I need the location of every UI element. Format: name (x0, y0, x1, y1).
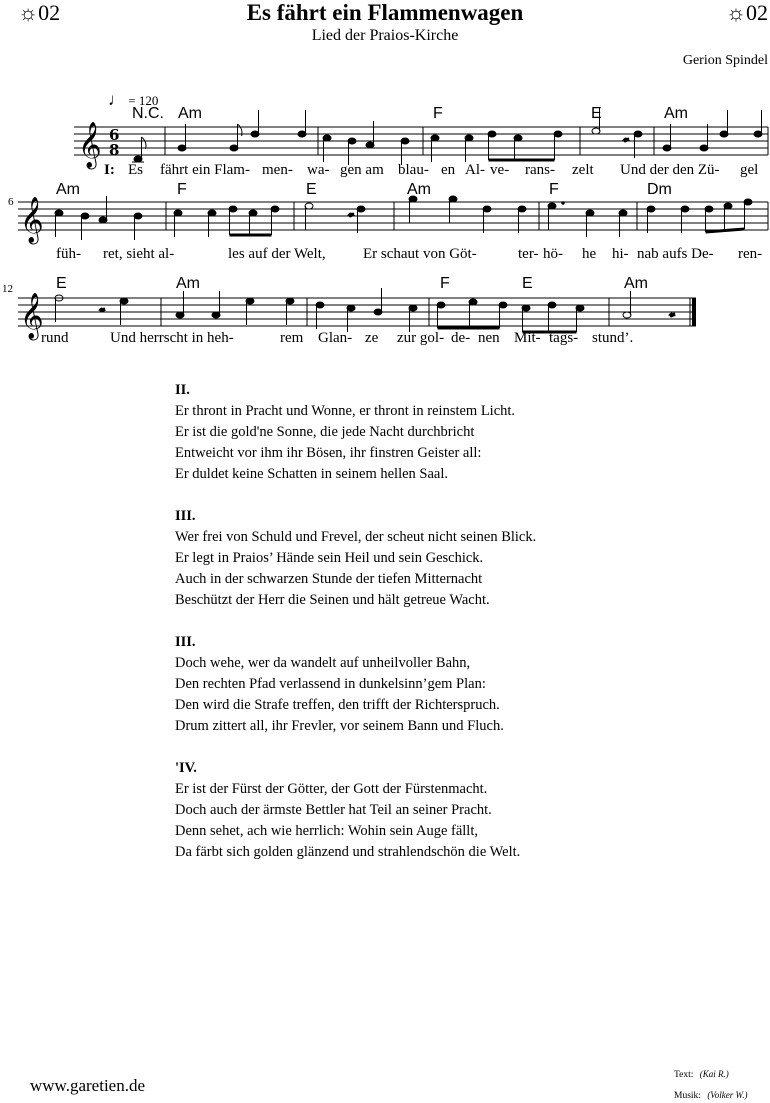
lyric-syllable: zur gol- (397, 330, 445, 346)
svg-text:𝓿: 𝓿 (669, 306, 676, 320)
song-subtitle: Lied der Praios-Kirche (311, 27, 459, 44)
chord-symbol: Dm (647, 181, 672, 198)
chord-symbol: Am (178, 105, 202, 122)
lyric-syllable: en (441, 162, 456, 178)
verse-4 (175, 758, 536, 863)
lyric-syllable: Glan- (318, 330, 353, 346)
verse-line: Er legt in Praios’ Hände sein Heil und sein Geschick. (175, 550, 484, 566)
chord-symbol: E (306, 181, 317, 198)
lyric-syllable: gel (740, 162, 759, 178)
sun-icon: ☼ (725, 0, 746, 25)
chord-symbol: Am (56, 181, 80, 198)
lyric-syllable: Es (128, 162, 143, 178)
sun-icon: ☼ (18, 0, 39, 25)
lyric-syllable: Und herrscht in heh- (110, 330, 234, 346)
music-credit (674, 1090, 747, 1101)
lyric-syllable: les auf der Welt, (228, 246, 326, 262)
lyric-syllable: rund (41, 330, 69, 346)
chord-symbol: E (591, 105, 602, 122)
lyric-syllable: blau- (398, 162, 429, 178)
quarter-note-icon: ♩ (108, 90, 125, 109)
lyric-syllable: hi- (612, 246, 629, 262)
verse-3 (175, 506, 536, 611)
chord-symbol: N.C. (132, 105, 164, 122)
measure-number: 12 (2, 283, 13, 295)
chord-symbol: E (56, 275, 67, 292)
verse-line: Er duldet keine Schatten in seinem hellen Saal. (175, 466, 449, 482)
verse-line: Doch auch der ärmste Bettler hat Teil an seiner Pracht. (175, 802, 492, 818)
chord-symbol: F (177, 181, 187, 198)
verses-block (175, 380, 536, 884)
verse-label: I: (104, 162, 115, 178)
verse-line: Da färbt sich golden glänzend und strahlendschön die Welt. (175, 844, 521, 860)
chord-symbol: E (522, 275, 533, 292)
svg-text:𝄞: 𝄞 (20, 293, 44, 339)
verse-line: Den wird die Strafe treffen, den trifft der Richterspruch. (175, 697, 500, 713)
verse-label: II. (175, 382, 190, 398)
chord-symbol: Am (664, 105, 688, 122)
chord-symbol: F (433, 105, 443, 122)
lyric-syllable: ve- (490, 162, 510, 178)
chord-symbol: F (440, 275, 450, 292)
verse-label: III. (175, 634, 196, 650)
tempo-value: = 120 (128, 93, 159, 108)
lyric-syllable: rans- (525, 162, 555, 178)
svg-text:𝓿: 𝓿 (99, 301, 106, 315)
verse-3b (175, 632, 536, 737)
svg-text:𝓿: 𝓿 (623, 131, 630, 145)
text-credit-author: (Kai R.) (699, 1069, 729, 1079)
chord-symbol: Am (176, 275, 200, 292)
svg-text:𝄞: 𝄞 (20, 197, 44, 243)
lyric-syllable: wa- (307, 162, 330, 178)
lyric-syllable: ren- (738, 246, 763, 262)
lyric-syllable: hö- (543, 246, 563, 262)
text-credit-label: Text: (674, 1070, 694, 1080)
music-credit-author: (Volker W.) (707, 1090, 748, 1100)
lyric-syllable: Mit- (514, 330, 541, 346)
page-number-right (726, 0, 768, 26)
lyric-syllable: nen (478, 330, 500, 346)
measure-number: 6 (8, 196, 14, 208)
svg-text:𝓿: 𝓿 (348, 206, 355, 220)
lyric-syllable: stund’. (592, 330, 634, 346)
verse-line: Denn sehet, ach wie herrlich: Wohin sein Auge fällt, (175, 823, 478, 839)
lyric-syllable: nab aufs De- (637, 246, 714, 262)
lyric-syllable: zelt (572, 162, 594, 178)
lyric-syllable: gen am (340, 162, 384, 178)
footer-url[interactable]: www.garetien.de (30, 1076, 146, 1095)
lyric-syllable: Er schaut von Göt- (363, 246, 477, 262)
verse-line: Entweicht vor ihm ihr Bösen, ihr finstren Geister all: (175, 445, 482, 461)
page-number-text: 02 (746, 0, 768, 25)
lyric-syllable: ret, sieht al- (103, 246, 175, 262)
lyric-syllable: fährt ein Flam- (160, 162, 250, 178)
lyric-syllable: rem (280, 330, 304, 346)
verse-line: Den rechten Pfad verlassend in dunkelsinn’gem Plan: (175, 676, 486, 692)
verse-line: Wer frei von Schuld und Frevel, der scheut nicht seinen Blick. (175, 529, 537, 545)
verse-line: Er ist der Fürst der Götter, der Gott der Fürstenmacht. (175, 781, 488, 797)
text-credit (674, 1069, 729, 1080)
verse-line: Beschützt der Herr die Seinen und hält getreue Wacht. (175, 592, 490, 608)
lyric-syllable: de- (451, 330, 471, 346)
song-title: Es fährt ein Flammenwagen (246, 0, 524, 25)
verse-line: Er ist die gold'ne Sonne, die jede Nacht durchbricht (175, 424, 475, 440)
lyric-syllable: men- (262, 162, 293, 178)
music-credit-label: Musik: (674, 1091, 701, 1101)
lyric-syllable: ter- (518, 246, 539, 262)
chord-symbol: F (549, 181, 559, 198)
verse-line: Drum zittert all, ihr Frevler, vor seinem Bann und Fluch. (175, 718, 504, 734)
lyric-syllable: he (582, 246, 597, 262)
lyric-syllable: füh- (56, 246, 81, 262)
chord-symbol: Am (407, 181, 431, 198)
verse-label: 'IV. (175, 760, 197, 776)
verse-line: Er thront in Pracht und Wonne, er thront in reinstem Licht. (175, 403, 516, 419)
page-number-text: 02 (38, 0, 61, 25)
verse-label: III. (175, 508, 196, 524)
svg-text:6: 6 (109, 126, 120, 144)
svg-text:8: 8 (109, 141, 120, 159)
verse-line: Doch wehe, wer da wandelt auf unheilvoller Bahn, (175, 655, 471, 671)
composer: Gerion Spindel (682, 53, 768, 68)
lyric-syllable: ze (365, 330, 379, 346)
chord-symbol: Am (624, 275, 648, 292)
treble-clef-icon: 𝄞 (78, 122, 102, 168)
verse-line: Auch in der schwarzen Stunde der tiefen Mitternacht (175, 571, 483, 587)
verse-2 (175, 380, 536, 485)
lyric-syllable: tags- (549, 330, 579, 346)
lyric-syllable: Al- (465, 162, 485, 178)
lyric-syllable: Und der den Zü- (620, 162, 720, 178)
